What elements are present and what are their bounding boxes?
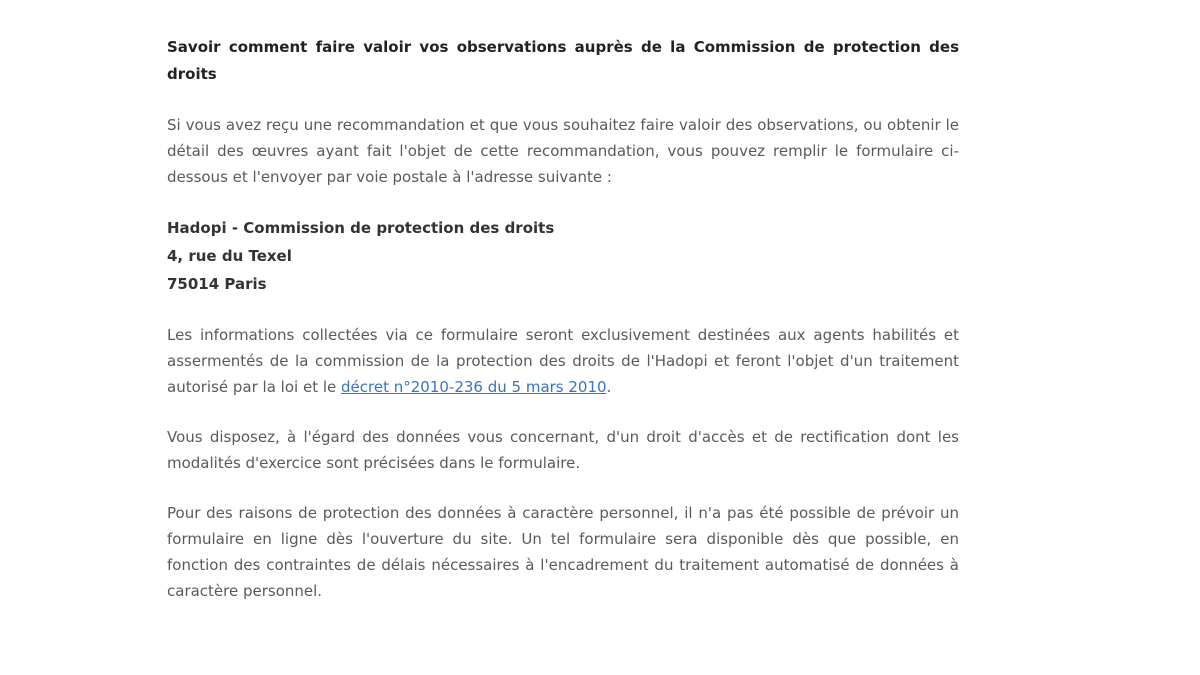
address-line-street: 4, rue du Texel [167,247,292,265]
article-content [167,34,959,628]
decree-link[interactable]: décret n°2010-236 du 5 mars 2010 [341,378,607,396]
info-text-end: . [606,378,612,396]
postal-address [167,214,959,298]
info-paragraph [167,322,959,400]
address-line-city: 75014 Paris [167,275,267,293]
privacy-paragraph: Pour des raisons de protection des données à caractère personnel, il n'a pas été possible de prévoir un formulaire en ligne dès l'ouverture du site. Un tel formulaire sera disponible dès que possible, en fonction des contraintes de délais nécessaires à l'encadrement du traitement automatisé de données à caractère personnel. [167,504,959,600]
address-line-organization: Hadopi - Commission de protection des droits [167,219,555,237]
rights-paragraph: Vous disposez, à l'égard des données vous concernant, d'un droit d'accès et de rectification dont les modalités d'exercice sont précisées dans le formulaire. [167,428,959,472]
info-text: Les informations collectées via ce formulaire seront exclusivement destinées aux agents habilités et assermentés de la commission de la protection des droits de l'Hadopi et feront l'objet d'un traitement autorisé par la loi et le [167,326,959,396]
section-heading: Savoir comment faire valoir vos observations auprès de la Commission de protection des droits [167,38,959,83]
intro-paragraph: Si vous avez reçu une recommandation et que vous souhaitez faire valoir des observations, ou obtenir le détail des œuvres ayant fait l'objet de cette recommandation, vous pouvez remplir le formulaire ci-dessous et l'envoyer par voie postale à l'adresse suivante : [167,116,959,186]
